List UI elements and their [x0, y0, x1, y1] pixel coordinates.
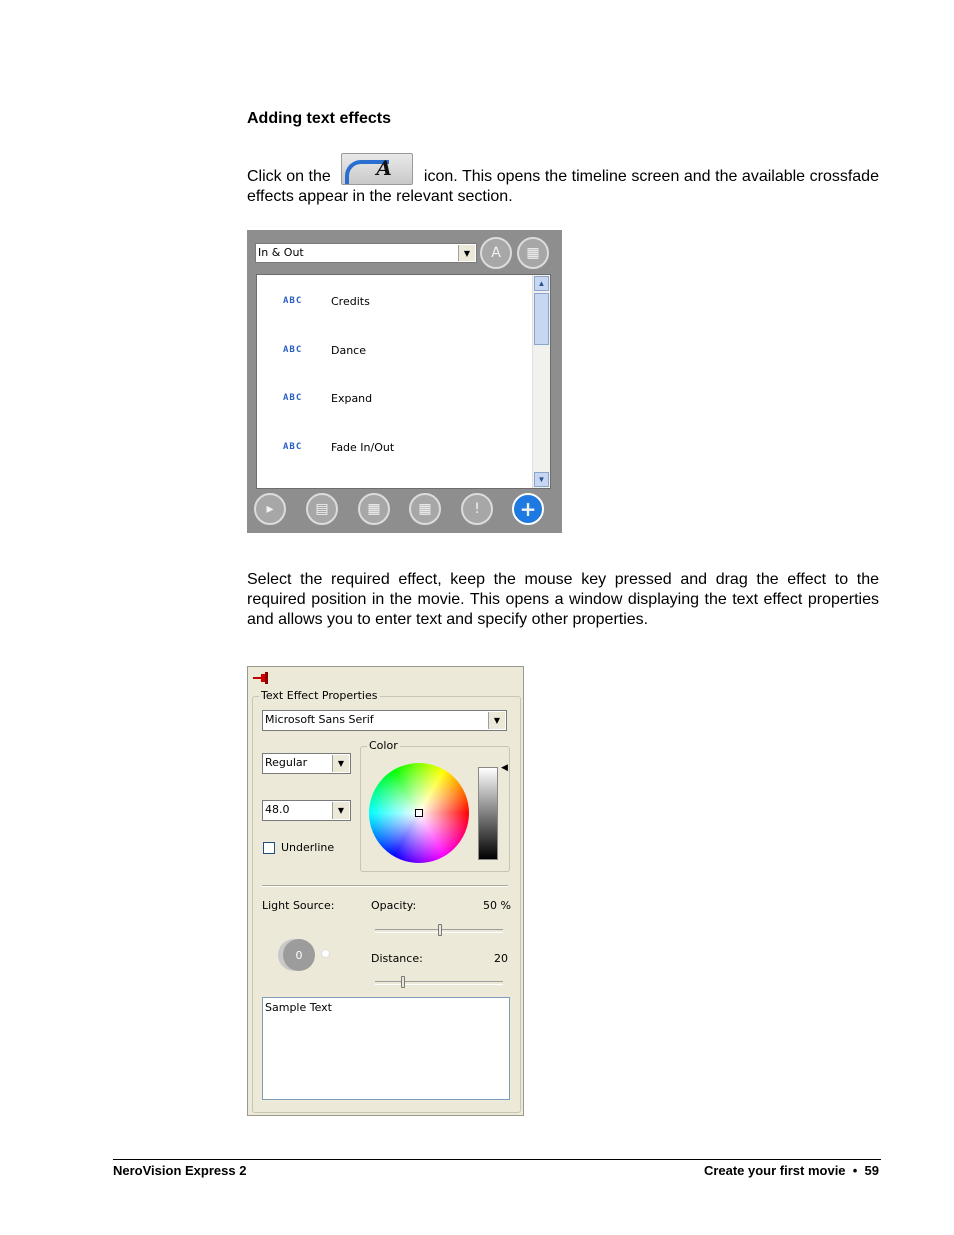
underline-label: Underline	[281, 841, 335, 854]
category-select-value: In & Out	[258, 246, 304, 259]
add-icon[interactable]: +	[512, 493, 544, 525]
film-icon[interactable]: ▤	[306, 493, 338, 525]
abc-text-icon: ABC	[283, 296, 303, 306]
distance-label: Distance:	[371, 952, 423, 965]
distance-value: 20	[494, 952, 508, 965]
abc-text-icon: ABC	[283, 393, 303, 403]
scroll-down-icon[interactable]: ▼	[534, 472, 549, 487]
style-select-value: Regular	[265, 756, 308, 769]
list-item-dance[interactable]	[283, 342, 366, 358]
opacity-slider-thumb[interactable]	[438, 924, 442, 936]
grid-down-icon[interactable]: ▦	[358, 493, 390, 525]
color-label: Color	[369, 739, 398, 752]
list-item-expand[interactable]	[283, 390, 372, 406]
text-effects-icon: A	[341, 153, 413, 185]
distance-slider-thumb[interactable]	[401, 976, 405, 988]
distance-slider-track[interactable]	[375, 981, 503, 985]
size-select[interactable]	[262, 800, 351, 821]
group-title: Text Effect Properties	[261, 689, 378, 702]
paragraph-instructions: Select the required effect, keep the mouse key pressed and drag the effect to the required position in the movie. This opens a window displaying the text effect properties and allows you to enter text and specify other properties.	[247, 571, 879, 628]
list-item-label: Dance	[331, 343, 366, 357]
grid-icon[interactable]: ▦	[409, 493, 441, 525]
footer-chapter-page: Create your first movie • 59	[703, 1163, 879, 1178]
color-selector[interactable]	[415, 809, 423, 817]
paragraph-intro	[247, 153, 879, 207]
sample-text-area[interactable]	[262, 997, 510, 1100]
separator	[262, 885, 508, 887]
font-select-value: Microsoft Sans Serif	[265, 713, 374, 726]
paragraph-intro-end: icon. This opens the timeline screen and the available crossfade effects appear in the relevant section.	[247, 168, 879, 205]
sample-text-value: Sample Text	[265, 1001, 332, 1014]
color-wheel[interactable]	[369, 763, 469, 863]
footer-rule	[113, 1159, 881, 1160]
opacity-label: Opacity:	[371, 899, 417, 912]
scroll-thumb[interactable]	[534, 293, 549, 345]
light-source-label: Light Source:	[262, 899, 335, 912]
light-source-value: 0	[295, 948, 303, 962]
category-select[interactable]	[255, 243, 477, 263]
grid-down-icon[interactable]: ▦	[517, 237, 549, 269]
list-item-label: Credits	[331, 294, 370, 308]
paragraph-intro-start: Click on the	[247, 168, 331, 185]
text-effect-tab-icon[interactable]: A	[480, 237, 512, 269]
font-select[interactable]	[262, 710, 507, 731]
play-preview-icon[interactable]: ▸	[254, 493, 286, 525]
list-item-credits[interactable]	[283, 293, 370, 309]
chevron-down-icon: ▼	[332, 755, 349, 772]
list-item-fade-in-out[interactable]	[283, 439, 394, 455]
scroll-up-icon[interactable]: ▲	[534, 276, 549, 291]
style-select[interactable]	[262, 753, 351, 774]
pin-icon[interactable]	[253, 672, 271, 684]
brightness-slider[interactable]	[478, 767, 498, 860]
brightness-arrow-icon[interactable]: ◀	[501, 763, 508, 773]
text-effect-properties-panel	[247, 666, 524, 1116]
vertical-scrollbar[interactable]	[532, 275, 550, 488]
chevron-down-icon: ▼	[458, 245, 475, 261]
effects-list	[256, 274, 551, 489]
exclamation-icon[interactable]: !	[461, 493, 493, 525]
color-group	[360, 739, 510, 872]
section-heading: Adding text effects	[247, 110, 392, 127]
effects-panel	[247, 230, 562, 533]
opacity-value: 50 %	[483, 899, 511, 912]
light-source-knob[interactable]	[283, 939, 315, 971]
light-direction-dot[interactable]	[321, 949, 330, 958]
footer-product-name: NeroVision Express 2	[113, 1163, 247, 1178]
list-item-label: Fade In/Out	[331, 440, 395, 454]
abc-text-icon: ABC	[283, 442, 303, 452]
list-item-label: Expand	[331, 391, 373, 405]
size-select-value: 48.0	[265, 803, 290, 816]
chevron-down-icon: ▼	[488, 712, 505, 729]
underline-checkbox[interactable]	[263, 842, 275, 854]
chevron-down-icon: ▼	[332, 802, 349, 819]
abc-text-icon: ABC	[283, 345, 303, 355]
